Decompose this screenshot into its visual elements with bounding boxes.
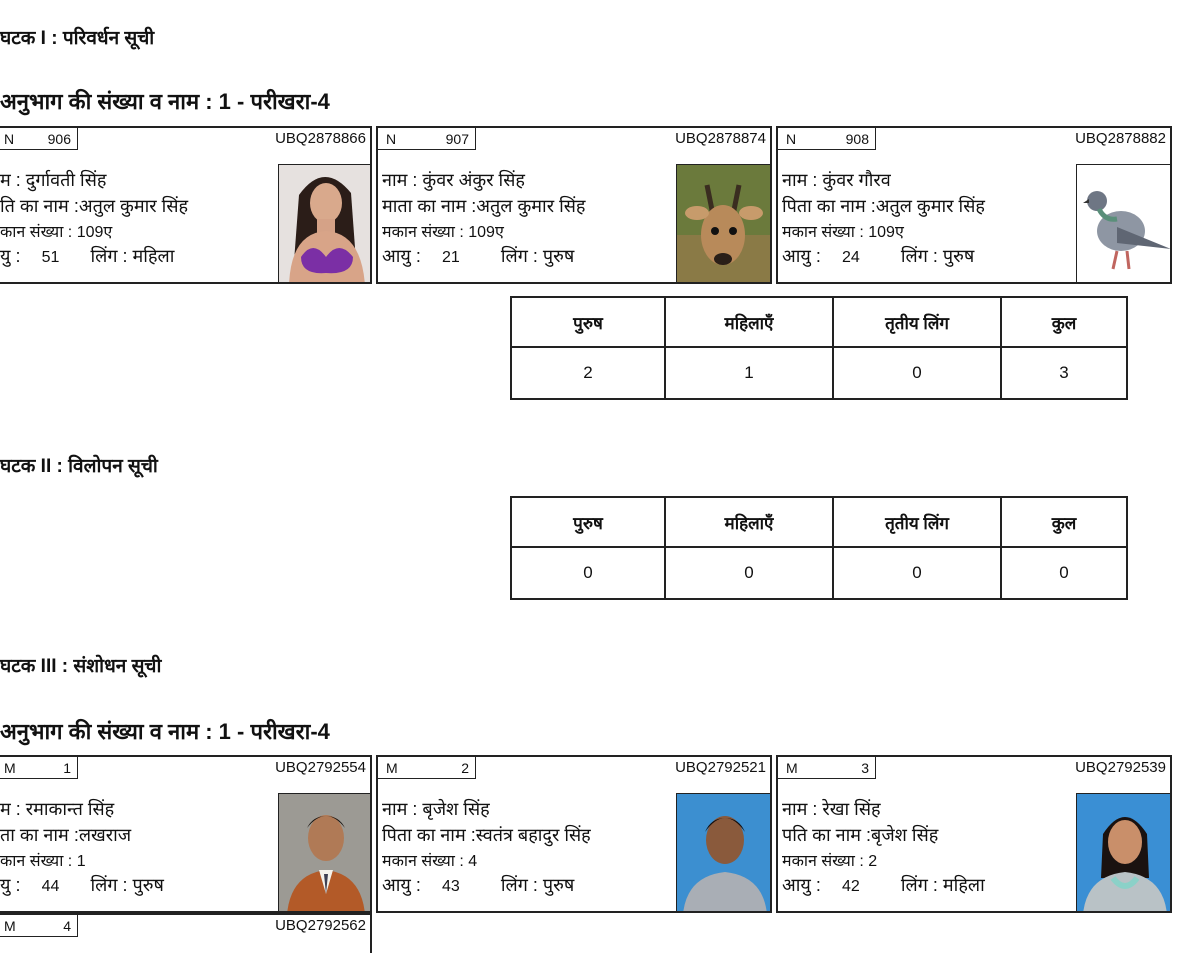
man-shirt-photo	[676, 793, 772, 913]
epic-number: UBQ2878882	[1075, 130, 1166, 147]
table-row	[511, 347, 1127, 399]
age-label: आयु :	[782, 875, 821, 895]
epic-number: UBQ2878874	[675, 130, 766, 147]
header-third-gender: तृतीय लिंग	[833, 497, 1001, 547]
header-female: महिलाएँ	[665, 497, 833, 547]
age-label: यु :	[0, 875, 21, 895]
relation-name: पिता का नाम :स्वतंत्र बहादुर सिंह	[382, 825, 591, 845]
house-number: मकान संख्या : 109ए	[382, 224, 504, 241]
deletion-summary-table	[510, 496, 1128, 600]
woman-portrait-photo	[1076, 793, 1172, 913]
pigeon-photo	[1076, 164, 1172, 284]
gender-value: पुरुष	[942, 246, 975, 266]
voter-card-m4-partial	[0, 913, 372, 953]
house-number: कान संख्या : 1	[0, 853, 86, 870]
serial-letter: N	[786, 131, 797, 147]
value-male: 0	[511, 547, 665, 599]
header-female: महिलाएँ	[665, 297, 833, 347]
age-value: 21	[441, 249, 460, 266]
age-gender-line	[0, 873, 164, 897]
serial-letter: M	[786, 760, 798, 776]
age-gender-line	[782, 244, 974, 268]
header-total: कुल	[1001, 297, 1127, 347]
relation-name: पिता का नाम :अतुल कुमार सिंह	[782, 196, 985, 216]
elector-name: म : रमाकान्त सिंह	[0, 799, 115, 819]
elector-name: नाम : कुंवर गौरव	[782, 170, 891, 190]
gender-value: पुरुष	[542, 246, 575, 266]
gender-value: महिला	[132, 246, 175, 266]
gender-label: लिंग :	[900, 875, 938, 895]
serial-number: 2	[461, 760, 469, 776]
serial-box	[778, 128, 876, 150]
serial-letter: M	[4, 918, 16, 934]
part1-subheading: अनुभाग की संख्या व नाम : 1 - परीखरा-4	[0, 89, 330, 114]
age-gender-line	[382, 873, 574, 897]
relation-name: पति का नाम :बृजेश सिंह	[782, 825, 939, 845]
serial-letter: M	[4, 760, 16, 776]
gender-label: लिंग :	[90, 246, 128, 266]
epic-number: UBQ2792562	[275, 917, 366, 934]
serial-letter: M	[386, 760, 398, 776]
serial-letter: N	[386, 131, 397, 147]
serial-box	[378, 128, 476, 150]
age-label: आयु :	[382, 246, 421, 266]
epic-number: UBQ2792539	[1075, 759, 1166, 776]
serial-number: 906	[47, 131, 71, 147]
value-male: 2	[511, 347, 665, 399]
part2-heading: घटक II : विलोपन सूची	[0, 456, 158, 477]
house-number: मकान संख्या : 4	[382, 853, 478, 870]
value-total: 3	[1001, 347, 1127, 399]
part1-heading: घटक I : परिवर्धन सूची	[0, 28, 155, 49]
gender-label: लिंग :	[500, 875, 538, 895]
serial-number: 3	[861, 760, 869, 776]
serial-box	[778, 757, 876, 779]
value-third-gender: 0	[833, 347, 1001, 399]
gender-label: लिंग :	[900, 246, 938, 266]
age-gender-line	[0, 244, 174, 268]
header-third-gender: तृतीय लिंग	[833, 297, 1001, 347]
serial-box	[0, 757, 78, 779]
table-row	[511, 547, 1127, 599]
house-number: मकान संख्या : 2	[782, 853, 878, 870]
addition-summary-table	[510, 296, 1128, 400]
value-female: 0	[665, 547, 833, 599]
voter-card-m1	[0, 755, 372, 913]
house-number: कान संख्या : 109ए	[0, 224, 113, 241]
gender-value: पुरुष	[132, 875, 164, 895]
epic-number: UBQ2792554	[275, 759, 366, 776]
serial-box	[378, 757, 476, 779]
age-label: आयु :	[782, 246, 821, 266]
epic-number: UBQ2878866	[275, 130, 366, 147]
elector-name: नाम : बृजेश सिंह	[382, 799, 490, 819]
age-value: 44	[41, 878, 60, 895]
serial-number: 1	[63, 760, 71, 776]
relation-name: ति का नाम :अतुल कुमार सिंह	[0, 196, 189, 216]
gender-label: लिंग :	[500, 246, 538, 266]
serial-letter: N	[4, 131, 15, 147]
woman-photo	[278, 164, 372, 284]
header-male: पुरुष	[511, 297, 665, 347]
table-header-row	[511, 297, 1127, 347]
header-male: पुरुष	[511, 497, 665, 547]
age-value: 51	[41, 249, 60, 266]
relation-name: ता का नाम :लखराज	[0, 825, 132, 845]
elector-name: नाम : रेखा सिंह	[782, 799, 881, 819]
age-label: यु :	[0, 246, 21, 266]
voter-card-908	[776, 126, 1172, 284]
header-total: कुल	[1001, 497, 1127, 547]
age-value: 43	[441, 878, 460, 895]
age-value: 42	[841, 878, 860, 895]
elector-name: म : दुर्गावती सिंह	[0, 170, 107, 190]
voter-card-907	[376, 126, 772, 284]
epic-number: UBQ2792521	[675, 759, 766, 776]
voter-card-906	[0, 126, 372, 284]
gender-value: पुरुष	[542, 875, 575, 895]
serial-box	[0, 128, 78, 150]
house-number: मकान संख्या : 109ए	[782, 224, 904, 241]
gender-value: महिला	[942, 875, 985, 895]
serial-number: 907	[445, 131, 469, 147]
voter-card-m2	[376, 755, 772, 913]
value-total: 0	[1001, 547, 1127, 599]
value-third-gender: 0	[833, 547, 1001, 599]
serial-box	[0, 915, 78, 937]
value-female: 1	[665, 347, 833, 399]
serial-number: 4	[63, 918, 71, 934]
age-value: 24	[841, 249, 860, 266]
man-suit-photo	[278, 793, 372, 913]
serial-number: 908	[845, 131, 869, 147]
age-gender-line	[382, 244, 574, 268]
relation-name: माता का नाम :अतुल कुमार सिंह	[382, 196, 586, 216]
gender-label: लिंग :	[90, 875, 128, 895]
part3-subheading: अनुभाग की संख्या व नाम : 1 - परीखरा-4	[0, 719, 330, 744]
part3-heading: घटक III : संशोधन सूची	[0, 656, 162, 677]
elector-name: नाम : कुंवर अंकुर सिंह	[382, 170, 525, 190]
antelope-photo	[676, 164, 772, 284]
voter-card-m3	[776, 755, 1172, 913]
table-header-row	[511, 497, 1127, 547]
age-gender-line	[782, 873, 985, 897]
age-label: आयु :	[382, 875, 421, 895]
